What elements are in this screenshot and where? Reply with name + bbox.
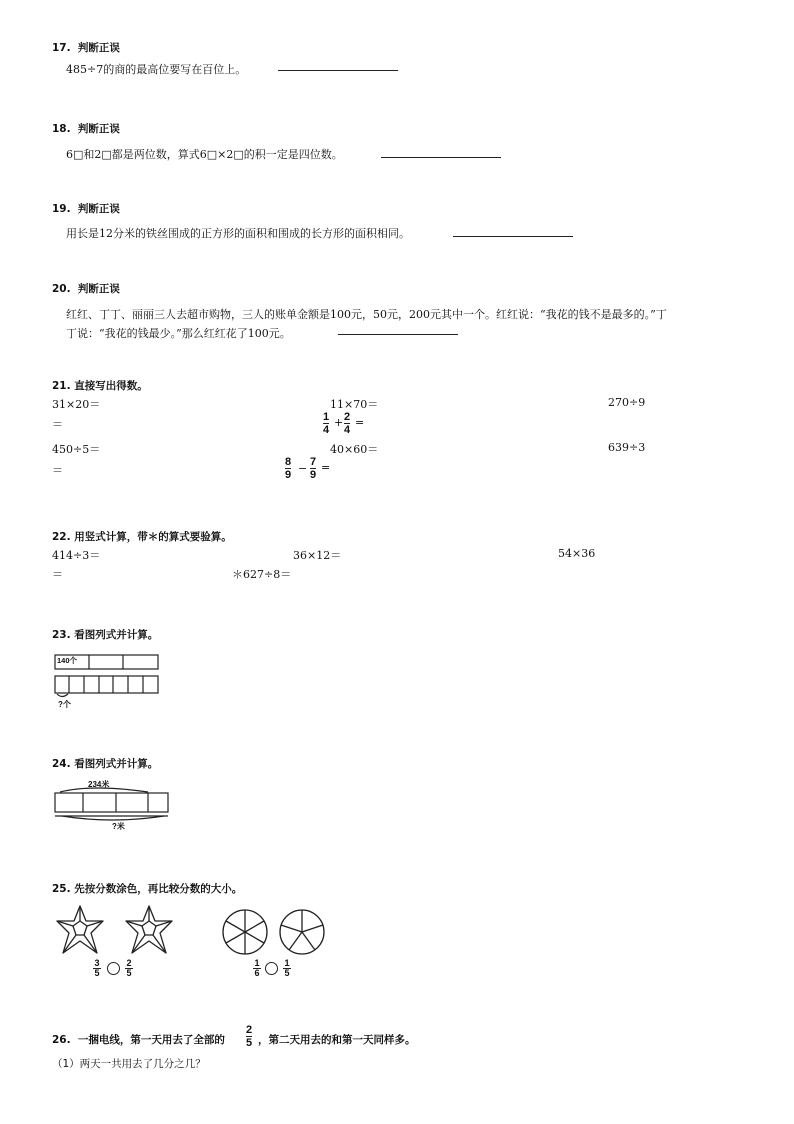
star-shape-icon[interactable] <box>121 903 177 963</box>
q22-expr-1: 414÷3＝ <box>52 549 101 562</box>
q21-frac-equals-1: = <box>355 416 365 429</box>
circle-sixths-icon[interactable] <box>221 908 269 960</box>
q23-top-label: 140个 <box>57 656 78 665</box>
q25-fraction-a: 3 5 <box>94 958 100 978</box>
q25-fraction-b: 2 5 <box>126 958 132 978</box>
q21-fraction-1-4: 1 4 <box>323 411 330 436</box>
q23-header: 23. 看图列式并计算。 <box>52 629 159 641</box>
q21-minus-sign: − <box>298 462 308 475</box>
q25-header: 25. 先按分数涂色，再比较分数的大小。 <box>52 883 243 895</box>
q26-text-a: 26. 一捆电线，第一天用去了全部的 <box>52 1034 225 1046</box>
star-shape-icon[interactable] <box>52 903 108 963</box>
q21-expr-2: 11×70＝ <box>330 398 379 411</box>
q25-fraction-c: 1 6 <box>254 958 260 978</box>
q26-sub-question-1: （1）两天一共用去了几分之几？ <box>52 1058 206 1070</box>
q21-plus-sign: + <box>334 416 344 429</box>
q21-expr-1: 31×20＝ <box>52 398 101 411</box>
q22-expr-2: 36×12＝ <box>293 549 342 562</box>
q21-expr-3: 270÷9 <box>608 396 646 409</box>
q21-header: 21. 直接写出得数。 <box>52 380 148 392</box>
circle-fifths-icon[interactable] <box>278 908 326 960</box>
q25-compare-circle-2[interactable] <box>265 962 278 975</box>
q21-equals-2: ＝ <box>52 464 63 477</box>
q24-bottom-label: ?米 <box>112 822 125 831</box>
q22-expr-4: ＊627÷8＝ <box>232 568 292 581</box>
q21-fraction-8-9: 8 9 <box>285 456 292 481</box>
q20-text-line2: 丁说：“我花的钱最少。”那么红红花了100元。 <box>66 327 291 340</box>
q21-frac-equals-2: = <box>321 461 331 474</box>
q23-bottom-label: ?个 <box>58 700 71 709</box>
q21-fraction-2-4: 2 4 <box>344 411 351 436</box>
q25-compare-circle-1[interactable] <box>107 962 120 975</box>
q25-fraction-d: 1 5 <box>284 958 290 978</box>
q22-equals: ＝ <box>52 568 63 581</box>
q21-expr-4: 450÷5＝ <box>52 443 101 456</box>
q20-header: 20. 判断正误 <box>52 283 120 295</box>
q18-header: 18. 判断正误 <box>52 123 120 135</box>
q17-answer-blank[interactable] <box>278 70 398 71</box>
q22-expr-3: 54×36 <box>558 547 596 560</box>
q26-fraction: 2 5 <box>246 1024 253 1049</box>
q20-answer-blank[interactable] <box>338 334 458 335</box>
q19-header: 19. 判断正误 <box>52 203 120 215</box>
q19-answer-blank[interactable] <box>453 236 573 237</box>
q19-text: 用长是12分米的铁丝围成的正方形的面积和围成的长方形的面积相同。 <box>66 227 410 240</box>
q21-expr-5: 40×60＝ <box>330 443 379 456</box>
q24-header: 24. 看图列式并计算。 <box>52 758 159 770</box>
q26-text-b: ，第二天用去的和第一天同样多。 <box>258 1034 416 1046</box>
q18-text: 6□和2□都是两位数，算式6□×2□的积一定是四位数。 <box>66 148 343 161</box>
q21-equals-1: ＝ <box>52 418 63 431</box>
q17-header: 17. 判断正误 <box>52 42 120 54</box>
q21-fraction-7-9: 7 9 <box>310 456 317 481</box>
q22-header: 22. 用竖式计算，带＊的算式要验算。 <box>52 531 232 543</box>
q17-text: 485÷7的商的最高位要写在百位上。 <box>66 63 247 76</box>
q24-top-label: 234米 <box>88 780 110 789</box>
q18-answer-blank[interactable] <box>381 157 501 158</box>
q20-text-line1: 红红、丁丁、丽丽三人去超市购物，三人的账单金额是100元，50元，200元其中一个。红红说：“我花的钱不是最多的。”丁 <box>66 308 667 321</box>
q21-expr-6: 639÷3 <box>608 441 646 454</box>
